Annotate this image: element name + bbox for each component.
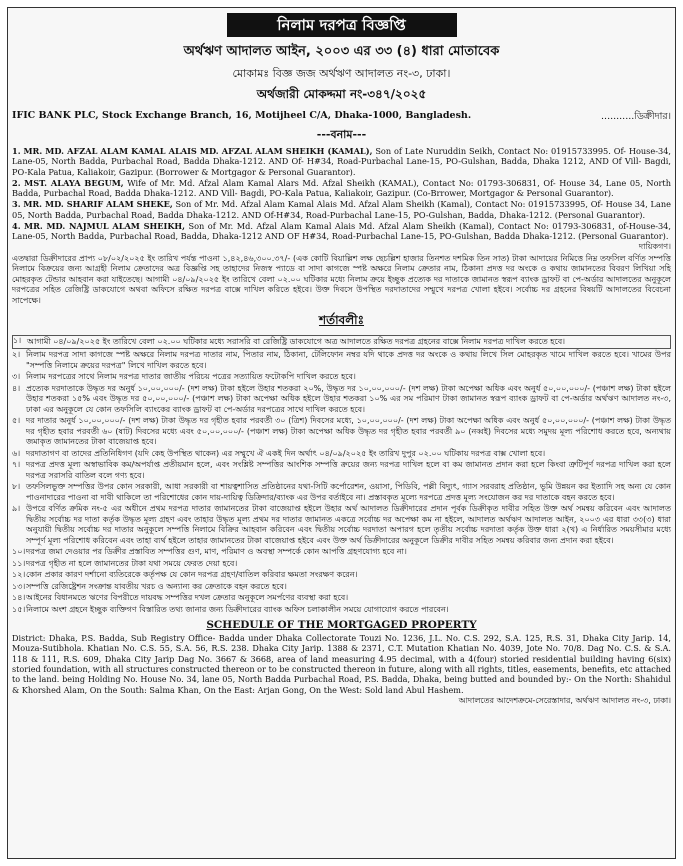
term-item: ১০। দরপত্র জমা দেওয়ার পর ডিক্রীর প্রস্তাবিত সম্পত্তির গুণ, মাণ, পরিমাণ ও অবস্থা সম্পর্কে কোন আপত্তি গ্রহণযোগ্য হবে না।: [12, 547, 407, 557]
defendant-item: 4. MR. MD. NAJMUL ALAM SHEIKH, Son of Mr. Md. Afzal Alam Kamal Alais Md. Afzal Alam Sheikh (Kamal), Contact No: 01793-306831, of-House-34, Lane-05, North Badda, Purbachal Road, Badda, Dhaka-1212 AND OF H#34, Road-Purbachal Lane-15, PO-Gulshan, Badda Dhaka-1212. (Personal Guarantor).: [12, 221, 671, 242]
defendants-list: [12, 146, 671, 242]
versus-label: ---বনাম---: [316, 128, 367, 141]
term-item: ৫। দর দাতার অনুর্ধ ১০,০০,০০০/- (দশ লক্ষ) টাকা উদ্ধৃত দর গৃহীত হবার পরবর্তী ৩০ (ত্রিশ) দিবসের মধ্যে, ১০,০০,০০০/- (দশ লক্ষ) টাকা অপেক্ষা অধিক এবং অনুর্ধ ৫০,০০,০০০/- (পঞ্চাশ লক্ষ) টাকা উদ্ধৃত দর গৃহীত হবার পরবর্তী ৬০ (ষাট) দিবসের মধ্যে এবং ৫০,০০,০০০/- (পঞ্চাশ লক্ষ) টাকা অপেক্ষা অধিক উদ্ধৃত দর গৃহীত হবার পরবর্তী ৯০ (নব্বই) দিবসের মধ্যে সমুদয় মূল্য পরিশোধ করতে হবে, অন্যথায় জমাকৃত জামানতের টাকা বাজেয়াপ্ত হবে।: [12, 416, 671, 447]
defendant-item: 3. MR. MD. SHARIF ALAM SHEKE, Son of Mr. Md. Afzal Alam Kamal Alais Md. Afzal Alam Sheikh (Kamal), Contact No: 01915733995, Of- House 34, Lane 05, North Badda, Purbachal Road, Badda Dhaka-1212. AND Of-H#34, Road-Purbachal Lane-15, PO-Gulshan, Badda, Dhaka-1212. (Personal Guarantor).: [12, 199, 671, 220]
term-item: ২। নিলাম দরপত্র সাদা কাগজে স্পষ্ট অক্ষরে নিলাম দরপত্র দাতার নাম, পিতার নাম, ঠিকানা, টেলিফোন নম্বর যদি থাকে প্রদত্ত দর অংকে ও কথায় লিখে সিল মোহরকৃত খামে দাখিল করতে হবে। খামের উপর "সম্পত্তি নিলামে ক্রয়ের দরপত্র" লিখে দাখিল করতে হবে।: [12, 350, 671, 370]
heading-act: অর্থঋণ আদালত আইন, ২০০৩ এর ৩৩ (৪) ধারা মোতাবেক: [183, 44, 500, 59]
notice-content: [12, 11, 671, 855]
heading-case-number: অর্থজারী মোকদ্দমা নং-৩৪৭/২০২৫: [256, 87, 427, 101]
plaintiff-line: [12, 110, 671, 125]
schedule-text: District: Dhaka, P.S. Badda, Sub Registry Office- Badda under Dhaka Collectorate Touzi No. 1236, J.L. No. C.S. 292, S.A. 125, R.S. 31, Dhaka City Jarip. 14, Mouza-Sutibhola. Khatian No. C.S. 55, S.A. 56, R.S. 238. Dhaka City Jarip. 1388 & 2371, C.T. Mutation Khatian No. 4039, Jote No. 70/8. Dag No. C.S. & S.A. 118 & 111, R.S. 609, Dhaka City Jarip Dag No. 3667 & 3668, area of land measuring 4.95 decimal, with a 4(four) storied residential building having 6(six) storied foundation, with all structures constructed thereon or to be constructed thereon in future, along with all rights, titles, easements, benefits, etc attached to the land. being Holding No. House No. 34, lane 05, North Badda Purbachal Road, P.S. Badda, Dhaka, being butted and bounded by:- On the North: Shahidul & Khorshed Alam, On the South: Salma Khan, On the East: Arjan Gong, On the West: Sold land Abul Hashem.: [12, 633, 671, 695]
notice-frame: [7, 7, 676, 859]
defendants-role: দায়িকগণ।: [638, 241, 671, 251]
term-item: ৯। উপরে বর্ণিত ক্রমিক নং-৫ এর অধীনে প্রথম দরপত্র দাতার জামানতের টাকা বাজেয়াপ্ত হইলে উহার অর্থ আদালত ডিক্রীদারের প্রদান পূর্বক ডিক্রীকৃত দাবীর সহিত উক্ত অর্থ সমন্বয় করিবেন এবং আদালত দ্বিতীয় সর্বোচ্চ দর দাতা কর্তৃক উদ্ধৃত মূল্য গ্রহণ এবং তাহার উদ্ধৃত মূল্য প্রথম দর দাতার জামানত একত্রে সর্বোচ্চ দর অপেক্ষা কম না হইলে, আদালত অর্থঋণ আদালত আইন, ২০০৩ এর ধারা ৩৩(৩) ধারা অনুযায়ী দ্বিতীয় সর্বোচ্চ দর দাতার অনুকূলে সম্পত্তি নিলামে বিক্রির আহবান করিবেন এবং দ্বিতীয় সর্বোচ্চ দরদাতা অপারগ হলে তৃতীয় সর্বোচ্চ দরদাতা কর্তৃক উক্ত ধারা ২(খ) এ নির্ধারিত সময়সীমার মধ্যে সম্পূর্ণ মূল্য পরিশোধ করিবেন এবং তাহা ব্যর্থ হইলে তাহার জামানতের টাকা বাজেয়াপ্ত হইবে এবং উক্ত অর্থ ডিক্রীদারের অনুকূলে ডিক্রীর দাবীর সহিত সমন্বয় করিবার জন্য প্রদান করা হইবে।: [12, 504, 671, 545]
term-item: ৪। প্রত্যেক দরদাতাকে উদ্ধৃত দর অনুর্ধ ১০,০০,০০০/- (দশ লক্ষ) টাকা হইলে উহার শতকরা ২০%, উদ্ধৃত দর ১০,০০,০০০/- (দশ লক্ষ) টাকা অপেক্ষা অধিক এবং অনুর্ধ ৫০,০০,০০০/- (পঞ্চাশ লক্ষ) টাকা হইলে উহার শতকরা ১৫% এবং উদ্ধৃত দর ৫০,০০,০০০/- (পঞ্চাশ লক্ষ) টাকা অপেক্ষা অধিক হইলে উহার শতকরা ১০% এর সম পরিমাণ টাকা জামানত স্বরূপ ব্যাংক ড্রাফট বা পে-অর্ডার অর্থঋণ আদালত নং-৩, ঢাকা এর অনুকূলে যে কোন তফসিলি ব্যাংকের ব্যাংক ড্রাফট বা পে-অর্ডার দরপত্রের সাথে দাখিল করতে হবে।: [12, 383, 671, 414]
intro-paragraph: এতদ্বারা ডিক্রীদারের প্রাপ্য ০৮/০২/২০২৫ ইং তারিখ পর্যন্ত পাওনা ১,৪২,৪৬,৩০০.৩৭/- (এক কোটি বিয়াল্লিশ লক্ষ ছেচল্লিশ হাজার তিনশত দশমিক তিন সাত) টাকা আদায়ের নিমিত্তে নিম্ন তফসিল বর্ণিত সম্পত্তি নিলামে বিক্রয়ের জন্য আগ্রহী নিলাম ক্রেতাদের অত্র বিজ্ঞপ্তি সহ তাহাদের নিজস্ব প্যাডে বা সাদা কাগজে স্পষ্ট অক্ষরে নিলাম ক্রেতার নাম, ঠিকানা প্রদত্ত দর অংকে ও কথায় জামানতের বিবরণ লিখিয়া সহি মোহরকৃত টেন্ডার আহবান করা যাইতেছে। আগামী ০৪/০৯/২০২৫ ইং তারিখে বেলা ০২.০০ ঘটিকার মধ্যে নিলাম ক্রয়ে ইচ্ছুক প্রত্যেক দর দাতাকে জামানত স্বরূপ ব্যাংক ড্রাফট বা পে-অর্ডার আদালতের অনুকূলে দরপত্রের সহিত রেজিষ্ট্রি ডাকযোগে অথবা অফিসে রক্ষিত দরপত্র বাক্সে দাখিল করিতে হইবে। উক্ত দিবসে উপস্থিত দরদাতাদের সম্মুখে দরপত্র খোলা হইবে। সর্বোচ্চ দর গ্রহনের বিষয়টি আদালতের বিবেচনা সাপেক্ষে।: [12, 253, 671, 306]
term-item: ১২। কোন প্রকার কারণ দর্শানো ব্যতিরেকে কর্তৃপক্ষ যে কোন দরপত্র গ্রহণ/বাতিল করিবার ক্ষমতা সংরক্ষণ করেন।: [12, 570, 358, 580]
terms-list: [12, 335, 671, 616]
heading-court: মোকামঃ বিজ্ঞ জজ অর্থঋণ আদালত নং-৩, ঢাকা।: [232, 67, 451, 80]
term-item: ১১। দরপত্র গৃহীত না হলে জামানতের টাকা যথা সময়ে ফেরত দেয়া হবে।: [12, 558, 238, 568]
term-item: ৬। দরদাতাগণ বা তাদের প্রতিনিধিগণ (যদি কেহ উপস্থিত থাকেন) এর সম্মুখে ঐ একই দিন অর্থাৎ ০৪/০৯/২০২৫ ইং তারিখ দুপুর ০২.০০ ঘটিকায় দরপত্র বাক্স খোলা হবে।: [12, 448, 546, 458]
term-item: ১। আগামী ০৪/০৯/২০২৫ ইং তারিখে বেলা ০২.০০ ঘটিকার মধ্যে সরাসরি বা রেজিষ্ট্রি ডাকযোগে অত্র আদালতে রক্ষিত দরপত্র গ্রহনের বাক্সে নিলাম দরপত্র দাখিল করতে হবে।: [12, 335, 671, 350]
notice-banner: নিলাম দরপত্র বিজ্ঞপ্তি: [227, 13, 457, 37]
plaintiff-role: ...........ডিক্রীদার।: [601, 111, 671, 122]
schedule-title: SCHEDULE OF THE MORTGAGED PROPERTY: [206, 619, 477, 632]
defendant-item: 2. MST. ALAYA BEGUM, Wife of Mr. Md. Afzal Alam Kamal Alars Md. Afzal Sheikh (KAMAL), Contact No: 01793-306831, Of- House 34, Lane 05, North Badda, Purbachal Road, Badda Dhaka-1212. AND Vill- Bagdi, PO-Kala Patua, Kaliakoir, Gazipur. (Co-Brrower, Mortgagor & Personal Guarantor).: [12, 177, 671, 199]
court-signoff: আদালতের আদেশক্রমে-সেরেস্তাদার, অর্থঋণ আদালত নং-৩, ঢাকা।: [458, 695, 671, 705]
term-item: ৩। নিলাম দরপত্রের সাথে নিলাম দরপত্র দাতার জাতীয় পরিচয় পত্রের সত্যায়িত ফটোকপি দাখিল করতে হবে।: [12, 372, 356, 382]
term-item: ৮। তফসিলভুক্ত সম্পত্তির উপর কোন সরকারী, আধা সরকারী বা শায়ত্বশাসিত প্রতিষ্ঠানের যথা-সিটি কর্পোরেশন, ওয়াসা, পিডিবি, পল্লী বিদ্যুৎ, গ্যাস সরবরাহ প্রতিষ্ঠান, ভূমি উন্নয়ন কর ইত্যাদি সহ অন্য যে কোন পাওনাদারের পাওনা বা দাবী থাকিলে তা পরিশোধের কোন দায়-দায়িত্ব ডিক্রিদার/ব্যাংক এর উপর বর্তাইবে না। প্রস্তাবকৃত মূল্যে দরপত্রে প্রদত্ত মূল্য সংযোজন কর দর দাতাকে বহন করতে হবে।: [12, 482, 671, 502]
term-item: ১৩। সম্পত্তি রেজিষ্ট্রেশন সংক্রান্ত যাবতীয় খরচ ও অন্যান্য কর ক্রেতাকে বহন করতে হবে।: [12, 581, 287, 591]
terms-title: শর্তাবলীঃ: [318, 312, 365, 327]
term-item: ১৫। নিলামে অংশ গ্রহনে ইচ্ছুক ব্যক্তিগণ বিস্তারিত তথ্য জানার জন্য ডিক্রীদারের ব্যাংক অফিস চলাকালীন সময়ে যোগাযোগ করতে পারবেন।: [12, 604, 449, 614]
term-item: ১৪। আইনের বিধানমতে ঋণের বিপরীতে দায়বদ্ধ সম্পত্তির দখল ক্রেতার অনুকূলে সমর্পণের ব্যবস্থা করা হবে।: [12, 593, 349, 603]
defendant-item: 1. MR. MD. AFZAL ALAM KAMAL ALAIS MD. AFZAL ALAM SHEIKH (KAMAL), Son of Late Nuruddin Seikh, Contact No: 01915733995. Of- House-34, Lane-05, North Badda, Purbachal Road, Badda Dhaka-1212. AND Of- H#34, Road-Purbachal Lane-15, PO-Gulshan, Badda, Dhaka 1212, AND Of Vill- Bagdi, PO-Kala Patua, Kaliakoir, Gazipur. (Borrower & Mortgagor & Personal Guarantor).: [12, 146, 672, 177]
plaintiff-name: IFIC BANK PLC, Stock Exchange Branch, 16, Motijheel C/A, Dhaka-1000, Bangladesh.: [12, 110, 472, 121]
term-item: ৭। দরপত্র প্রদত্ত মূল্য অস্বাভাবিক কম/অপর্যাপ্ত প্রতীয়মান হলে, এবং সংশ্লিষ্ট সম্পত্তির আংশিক সম্পত্তি ক্রয়ের জন্য দরপত্র দাখিল হলে বা কম জামানত প্রদান করা হলে কিংবা ত্রুটিপূর্ণ দরপত্র দাখিল করা হলে দরপত্র সরাসরি বাতিল বলে গণ্য হবে।: [12, 460, 671, 480]
